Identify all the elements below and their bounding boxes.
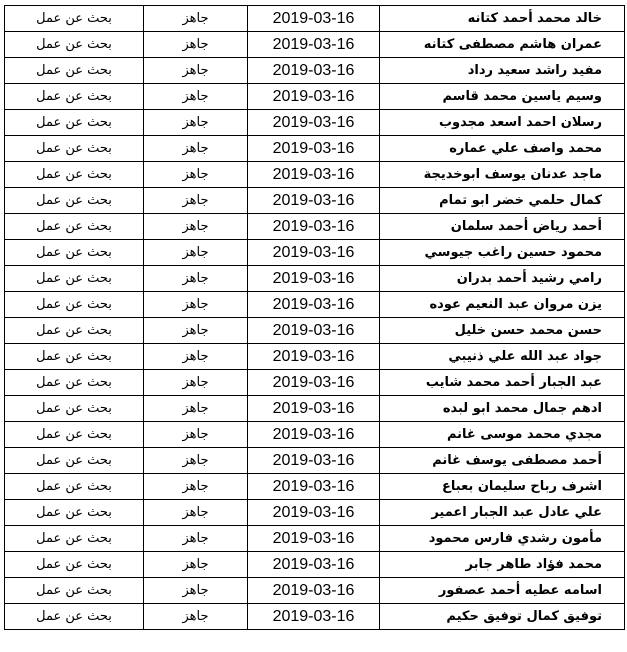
note-cell: بحث عن عمل xyxy=(5,474,144,500)
note-cell: بحث عن عمل xyxy=(5,344,144,370)
date-cell: 2019-03-16 xyxy=(248,552,380,578)
status-cell: جاهز xyxy=(144,604,248,630)
date-cell: 2019-03-16 xyxy=(248,162,380,188)
date-cell: 2019-03-16 xyxy=(248,84,380,110)
note-cell: بحث عن عمل xyxy=(5,578,144,604)
person-name-cell: محمود حسين راغب جيوسي xyxy=(380,240,625,266)
status-cell: جاهز xyxy=(144,318,248,344)
person-name-cell: مفيد راشد سعيد رداد xyxy=(380,58,625,84)
note-cell: بحث عن عمل xyxy=(5,448,144,474)
table-row xyxy=(5,240,625,266)
date-cell: 2019-03-16 xyxy=(248,110,380,136)
table-row xyxy=(5,370,625,396)
person-name-cell: أحمد مصطفى يوسف غانم xyxy=(380,448,625,474)
table-row xyxy=(5,448,625,474)
person-name-cell: أحمد رياض أحمد سلمان xyxy=(380,214,625,240)
status-cell: جاهز xyxy=(144,58,248,84)
date-cell: 2019-03-16 xyxy=(248,604,380,630)
person-name-cell: علي عادل عبد الجبار اعمير xyxy=(380,500,625,526)
person-name-cell: كمال حلمي خضر ابو تمام xyxy=(380,188,625,214)
status-cell: جاهز xyxy=(144,188,248,214)
table-row xyxy=(5,552,625,578)
person-name-cell: اشرف رباح سليمان بعباع xyxy=(380,474,625,500)
date-cell: 2019-03-16 xyxy=(248,188,380,214)
person-name-cell: خالد محمد أحمد كتانه xyxy=(380,6,625,32)
date-cell: 2019-03-16 xyxy=(248,318,380,344)
person-name-cell: توفيق كمال توفيق حكيم xyxy=(380,604,625,630)
note-cell: بحث عن عمل xyxy=(5,396,144,422)
status-cell: جاهز xyxy=(144,474,248,500)
status-cell: جاهز xyxy=(144,370,248,396)
date-cell: 2019-03-16 xyxy=(248,422,380,448)
status-cell: جاهز xyxy=(144,136,248,162)
person-name-cell: ماجد عدنان يوسف ابوخديجة xyxy=(380,162,625,188)
records-sheet xyxy=(4,5,624,645)
date-cell: 2019-03-16 xyxy=(248,344,380,370)
date-cell: 2019-03-16 xyxy=(248,292,380,318)
date-cell: 2019-03-16 xyxy=(248,578,380,604)
person-name-cell: يزن مروان عبد النعيم عوده xyxy=(380,292,625,318)
status-cell: جاهز xyxy=(144,396,248,422)
table-row xyxy=(5,344,625,370)
note-cell: بحث عن عمل xyxy=(5,6,144,32)
table-row xyxy=(5,292,625,318)
date-cell: 2019-03-16 xyxy=(248,136,380,162)
table-row xyxy=(5,6,625,32)
table-row xyxy=(5,136,625,162)
table-row xyxy=(5,318,625,344)
note-cell: بحث عن عمل xyxy=(5,318,144,344)
status-cell: جاهز xyxy=(144,110,248,136)
person-name-cell: رامي رشيد أحمد بدران xyxy=(380,266,625,292)
note-cell: بحث عن عمل xyxy=(5,526,144,552)
date-cell: 2019-03-16 xyxy=(248,214,380,240)
status-cell: جاهز xyxy=(144,292,248,318)
note-cell: بحث عن عمل xyxy=(5,292,144,318)
table-row xyxy=(5,110,625,136)
date-cell: 2019-03-16 xyxy=(248,32,380,58)
status-cell: جاهز xyxy=(144,448,248,474)
status-cell: جاهز xyxy=(144,214,248,240)
date-cell: 2019-03-16 xyxy=(248,240,380,266)
status-cell: جاهز xyxy=(144,578,248,604)
date-cell: 2019-03-16 xyxy=(248,370,380,396)
person-name-cell: رسلان احمد اسعد مجدوب xyxy=(380,110,625,136)
person-name-cell: عبد الجبار أحمد محمد شايب xyxy=(380,370,625,396)
person-name-cell: ادهم جمال محمد ابو لبده xyxy=(380,396,625,422)
table-row xyxy=(5,474,625,500)
status-cell: جاهز xyxy=(144,422,248,448)
note-cell: بحث عن عمل xyxy=(5,240,144,266)
status-cell: جاهز xyxy=(144,32,248,58)
table-row xyxy=(5,162,625,188)
table-row xyxy=(5,578,625,604)
status-cell: جاهز xyxy=(144,552,248,578)
table-row xyxy=(5,214,625,240)
status-cell: جاهز xyxy=(144,526,248,552)
status-cell: جاهز xyxy=(144,500,248,526)
note-cell: بحث عن عمل xyxy=(5,136,144,162)
note-cell: بحث عن عمل xyxy=(5,552,144,578)
person-name-cell: محمد واصف علي عماره xyxy=(380,136,625,162)
table-row xyxy=(5,58,625,84)
note-cell: بحث عن عمل xyxy=(5,422,144,448)
table-row xyxy=(5,422,625,448)
table-row xyxy=(5,500,625,526)
status-cell: جاهز xyxy=(144,240,248,266)
date-cell: 2019-03-16 xyxy=(248,474,380,500)
note-cell: بحث عن عمل xyxy=(5,266,144,292)
table-row xyxy=(5,526,625,552)
person-name-cell: وسيم ياسين محمد قاسم xyxy=(380,84,625,110)
status-cell: جاهز xyxy=(144,6,248,32)
table-row xyxy=(5,188,625,214)
note-cell: بحث عن عمل xyxy=(5,370,144,396)
date-cell: 2019-03-16 xyxy=(248,526,380,552)
note-cell: بحث عن عمل xyxy=(5,500,144,526)
person-name-cell: مأمون رشدي فارس محمود xyxy=(380,526,625,552)
status-cell: جاهز xyxy=(144,344,248,370)
status-cell: جاهز xyxy=(144,162,248,188)
person-name-cell: حسن محمد حسن خليل xyxy=(380,318,625,344)
date-cell: 2019-03-16 xyxy=(248,500,380,526)
table-row xyxy=(5,32,625,58)
records-table-body xyxy=(5,6,625,630)
table-row xyxy=(5,84,625,110)
date-cell: 2019-03-16 xyxy=(248,448,380,474)
note-cell: بحث عن عمل xyxy=(5,162,144,188)
note-cell: بحث عن عمل xyxy=(5,110,144,136)
date-cell: 2019-03-16 xyxy=(248,396,380,422)
note-cell: بحث عن عمل xyxy=(5,58,144,84)
records-table xyxy=(4,5,625,630)
date-cell: 2019-03-16 xyxy=(248,6,380,32)
person-name-cell: محمد فؤاد طاهر جابر xyxy=(380,552,625,578)
note-cell: بحث عن عمل xyxy=(5,32,144,58)
note-cell: بحث عن عمل xyxy=(5,214,144,240)
status-cell: جاهز xyxy=(144,266,248,292)
person-name-cell: مجدي محمد موسى غانم xyxy=(380,422,625,448)
table-row xyxy=(5,266,625,292)
table-row xyxy=(5,604,625,630)
status-cell: جاهز xyxy=(144,84,248,110)
date-cell: 2019-03-16 xyxy=(248,266,380,292)
person-name-cell: اسامه عطيه أحمد عصفور xyxy=(380,578,625,604)
person-name-cell: عمران هاشم مصطفى كتانه xyxy=(380,32,625,58)
note-cell: بحث عن عمل xyxy=(5,84,144,110)
note-cell: بحث عن عمل xyxy=(5,188,144,214)
person-name-cell: جواد عبد الله علي ذنيبي xyxy=(380,344,625,370)
note-cell: بحث عن عمل xyxy=(5,604,144,630)
date-cell: 2019-03-16 xyxy=(248,58,380,84)
table-row xyxy=(5,396,625,422)
